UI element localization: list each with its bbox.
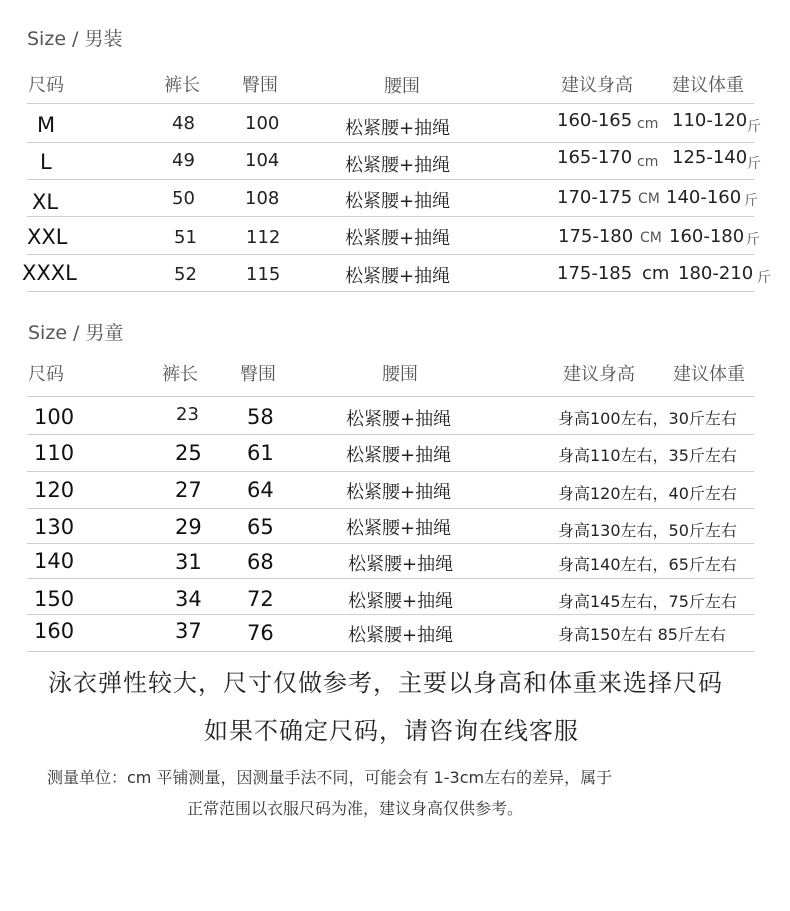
weight-value: 125-140 [672, 147, 748, 168]
size-label: 120 [34, 478, 75, 502]
kids-section-title: Size / 男童 [28, 322, 124, 344]
row-divider [27, 254, 754, 255]
note-measurement-2: 正常范围以衣服尺码为准，建议身高仅供参考。 [187, 799, 524, 818]
hip-value: 104 [245, 150, 280, 171]
row-divider [27, 614, 754, 615]
kids-header-hip: 臀围 [240, 364, 276, 385]
waist-value: 松紧腰+抽绳 [345, 155, 451, 176]
suggest-value: 身高110左右，35斤左右 [558, 446, 737, 465]
height-value: 170-175 [557, 187, 633, 208]
size-label: XXXL [22, 261, 77, 285]
hip-value: 65 [247, 515, 274, 539]
suggest-value: 身高130左右，50斤左右 [558, 521, 737, 540]
weight-value: 180-210 [678, 263, 754, 284]
suggest-value: 身高145左右，75斤左右 [558, 592, 737, 611]
size-label: 110 [34, 441, 75, 465]
height-unit: CM [638, 191, 660, 207]
waist-value: 松紧腰+抽绳 [346, 482, 452, 503]
row-divider [27, 578, 754, 579]
waist-value: 松紧腰+抽绳 [346, 409, 452, 430]
hip-value: 100 [245, 113, 280, 134]
hip-value: 76 [247, 621, 274, 645]
height-value: 175-180 [558, 226, 634, 247]
height-unit: cm [637, 154, 659, 170]
kids-divider [27, 396, 754, 397]
row-divider [27, 508, 754, 509]
length-value: 31 [175, 550, 202, 574]
row-divider [27, 179, 754, 180]
length-value: 25 [175, 441, 202, 465]
weight-value: 110-120 [672, 110, 748, 131]
waist-value: 松紧腰+抽绳 [346, 518, 452, 539]
row-divider [27, 434, 754, 435]
hip-value: 72 [247, 587, 274, 611]
length-value: 49 [172, 150, 195, 171]
size-label: 100 [34, 405, 75, 429]
hip-value: 108 [245, 188, 280, 209]
height-value: 160-165 [557, 110, 633, 131]
length-value: 50 [172, 188, 195, 209]
suggest-value: 身高100左右，30斤左右 [558, 409, 737, 428]
waist-value: 松紧腰+抽绳 [348, 554, 454, 575]
length-value: 51 [174, 227, 197, 248]
men-header-hip: 臀围 [242, 75, 278, 96]
men-header-size: 尺码 [28, 75, 64, 96]
hip-value: 68 [247, 550, 274, 574]
length-value: 37 [175, 619, 202, 643]
row-divider [27, 216, 754, 217]
size-label: XL [32, 190, 59, 214]
height-unit: cm [637, 116, 659, 132]
waist-value: 松紧腰+抽绳 [345, 228, 451, 249]
size-label: 150 [34, 587, 75, 611]
row-divider [27, 142, 754, 143]
weight-value: 140-160 [666, 187, 742, 208]
height-unit: CM [640, 230, 662, 246]
length-value: 27 [175, 478, 202, 502]
hip-value: 61 [247, 441, 274, 465]
weight-unit: 斤 [757, 270, 771, 286]
men-header-waist: 腰围 [384, 76, 420, 97]
size-label: M [37, 113, 56, 137]
men-divider [27, 103, 754, 104]
weight-value: 160-180 [669, 226, 745, 247]
kids-header-waist: 腰围 [382, 364, 418, 385]
weight-unit: 斤 [747, 156, 761, 172]
weight-unit: 斤 [747, 119, 761, 135]
note-contact-service: 如果不确定尺码，请咨询在线客服 [204, 717, 579, 745]
size-label: 140 [34, 549, 75, 573]
kids-header-size: 尺码 [28, 364, 64, 385]
men-header-height: 建议身高 [561, 75, 633, 96]
length-value: 52 [174, 264, 197, 285]
row-divider [27, 651, 754, 652]
size-label: L [40, 150, 52, 174]
kids-header-height: 建议身高 [563, 364, 635, 385]
length-value: 29 [175, 515, 202, 539]
size-label: XXL [27, 225, 68, 249]
suggest-value: 身高150左右 85斤左右 [558, 625, 726, 644]
length-value: 23 [176, 404, 199, 425]
weight-unit: 斤 [744, 193, 758, 209]
suggest-value: 身高140左右，65斤左右 [558, 555, 737, 574]
row-divider [27, 543, 754, 544]
length-value: 48 [172, 113, 195, 134]
height-value: 165-170 [557, 147, 633, 168]
waist-value: 松紧腰+抽绳 [345, 118, 451, 139]
suggest-value: 身高120左右，40斤左右 [558, 484, 737, 503]
weight-unit: 斤 [746, 232, 760, 248]
men-header-length: 裤长 [164, 75, 200, 96]
length-value: 34 [175, 587, 202, 611]
waist-value: 松紧腰+抽绳 [345, 266, 451, 287]
hip-value: 58 [247, 405, 274, 429]
hip-value: 112 [246, 227, 281, 248]
row-divider [27, 291, 754, 292]
kids-header-weight: 建议体重 [673, 364, 745, 385]
men-section-title: Size / 男装 [27, 28, 123, 50]
waist-value: 松紧腰+抽绳 [348, 591, 454, 612]
note-elasticity: 泳衣弹性较大，尺寸仅做参考，主要以身高和体重来选择尺码 [48, 669, 723, 697]
waist-value: 松紧腰+抽绳 [345, 191, 451, 212]
size-label: 160 [34, 619, 75, 643]
hip-value: 115 [246, 264, 281, 285]
waist-value: 松紧腰+抽绳 [348, 625, 454, 646]
waist-value: 松紧腰+抽绳 [346, 445, 452, 466]
hip-value: 64 [247, 478, 274, 502]
men-header-weight: 建议体重 [672, 75, 744, 96]
height-value: 175-185 [557, 263, 633, 284]
kids-header-length: 裤长 [162, 364, 198, 385]
size-label: 130 [34, 515, 75, 539]
note-measurement-1: 测量单位：cm 平铺测量，因测量手法不同，可能会有 1-3cm左右的差异，属于 [47, 768, 613, 787]
row-divider [27, 471, 754, 472]
height-unit: cm [642, 263, 670, 284]
